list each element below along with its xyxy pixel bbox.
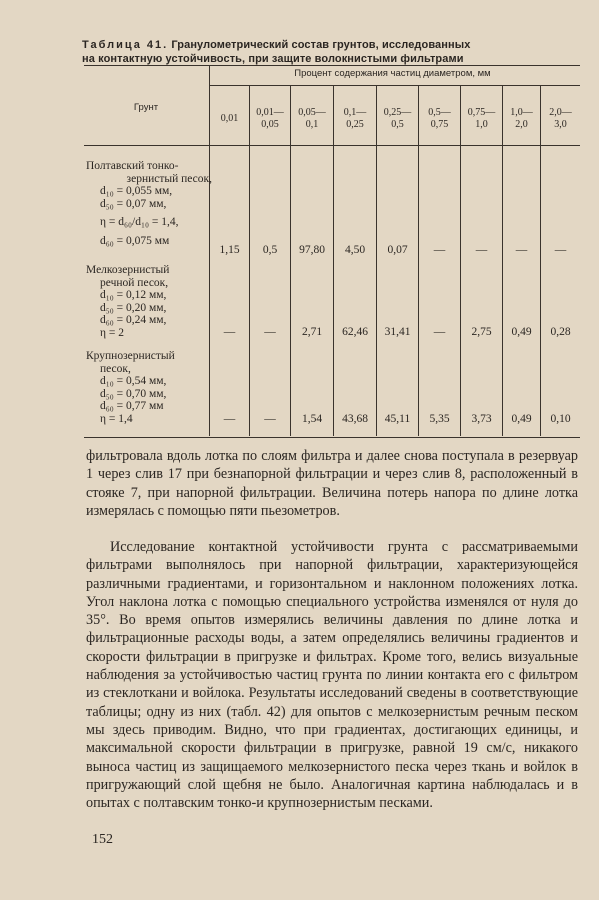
- table-bottom-rule: [84, 437, 580, 438]
- col-divider: [376, 86, 377, 436]
- column-header: 1,0— 2,0: [510, 107, 533, 130]
- table-cell: 1,54: [301, 413, 323, 425]
- col-divider: [460, 86, 461, 436]
- table-cell: 43,68: [342, 413, 368, 425]
- paragraph: Исследование контактной устойчивости грунта с рассматриваемыми фильтрами выполнялось при напорной фильтрации, характеризующейся различными градиентами, и горизонтальном и наклонном положениях лотка. Угол наклона лотка с помощью специального устройства изменялся от нуля до 35°. Во время опытов измерялись величины давления по длине лотка и фильтрационные расходы воды, а затем определялись величины градиентов и скорости фильтрации в пригрузке и фильтрах. Кроме того, велись визуальные наблюдения за устойчивостью частиц грунта по линии контакта его с фильтром из стеклоткани и войлока. Результаты исследований сведены в соответствующие таблицы; одну из них (табл. 42) для опытов с мелкозернистым речным песком мы здесь приводим. Видно, что при градиентах, достигающих единицы, и максимальной скорости фильтрации в пригрузке, равной 19 см/с, никакого выноса частиц из защищаемого мелкозернистого песка через ткань и войлок в пригружающий слой щебня не было. Аналогичная картина наблюдалась и в опытах с полтавским тонко-и крупнозернистым песками.: [86, 539, 578, 812]
- column-header: 2,0— 3,0: [549, 107, 572, 130]
- table-cell: 2,71: [301, 326, 323, 338]
- table-cell: —: [554, 244, 567, 256]
- column-header: 0,01— 0,05: [256, 107, 284, 130]
- table-cell: 31,41: [384, 326, 411, 338]
- soil-desc-line: Мелкозернистый: [86, 264, 170, 276]
- soil-description: [86, 160, 212, 247]
- column-header: 0,05— 0,1: [298, 107, 326, 130]
- table-cell: —: [433, 244, 446, 256]
- soil-desc-line: d₅₀ = 0,07 мм,: [100, 197, 167, 210]
- table-caption: [82, 38, 572, 66]
- table-cell: —: [223, 413, 236, 425]
- table-cell: 3,73: [471, 413, 492, 425]
- table-cell: 2,75: [471, 326, 492, 338]
- table-title-line1: Гранулометрический состав грунтов, исследованных: [171, 39, 471, 51]
- soil-desc-line: песок,: [100, 362, 131, 375]
- col-divider: [418, 86, 419, 436]
- table-cell: 5,35: [429, 413, 450, 425]
- col-divider: [333, 86, 334, 436]
- soil-desc-line: d₆₀ = 0,075 мм: [100, 234, 170, 247]
- table-cell: —: [475, 244, 488, 256]
- paragraph: фильтровала вдоль лотка по слоям фильтра и далее снова поступала в резервуар 1 через слив 17 при безнапорной фильтрации и через слив 8, расположенный в стояке 7, при напорной фильтрации. Величина потерь напора по длине лотка измерялась с помощью пяти пьезометров.: [86, 448, 578, 519]
- soil-desc-line: η = 1,4: [100, 412, 133, 425]
- column-header: 0,5— 0,75: [428, 107, 451, 130]
- soil-desc-line: речной песок,: [100, 276, 169, 289]
- soil-desc-line: η = d₆₀/d₁₀ = 1,4,: [100, 216, 179, 228]
- column-header: 0,01: [220, 113, 239, 124]
- table-cell: 0,28: [550, 326, 571, 338]
- col-divider: [249, 86, 250, 436]
- soil-desc-line: d₁₀ = 0,055 мм,: [100, 185, 173, 197]
- body-text: [86, 538, 578, 812]
- table-cell: 97,80: [299, 244, 325, 256]
- table-cell: —: [515, 244, 528, 256]
- table-cell: 0,49: [511, 413, 532, 425]
- table-cell: —: [264, 326, 276, 338]
- table-cell: —: [264, 413, 276, 425]
- header-divider-horizontal: [210, 85, 580, 86]
- table-number: Таблица 41.: [82, 39, 169, 51]
- column-header: 0,75— 1,0: [467, 107, 496, 130]
- table-cell: 0,49: [511, 326, 532, 338]
- body-text: [86, 447, 578, 520]
- table-cell: 0,10: [550, 413, 571, 425]
- soil-column-header: Грунт: [133, 102, 159, 113]
- soil-desc-line: Крупнозернистый: [86, 350, 175, 362]
- column-group-header: Процент содержания частиц диаметром, мм: [294, 68, 491, 79]
- table-title-line2: на контактную устойчивость, при защите волокнистыми фильтрами: [82, 53, 464, 65]
- soil-desc-line: Полтавский тонко-: [86, 160, 179, 172]
- col-divider: [290, 86, 291, 436]
- column-header: 0,25— 0,5: [383, 107, 412, 130]
- column-header: 0,1— 0,25: [343, 107, 367, 130]
- table-top-rule: [84, 65, 580, 66]
- table-cell: 45,11: [384, 413, 411, 425]
- soil-desc-line: d₁₀ = 0,12 мм,: [100, 289, 167, 301]
- table-cell: 0,5: [262, 244, 278, 256]
- soil-description: [86, 350, 212, 425]
- col-divider: [502, 86, 503, 436]
- table-cell: 4,50: [344, 244, 366, 256]
- soil-desc-line: d₅₀ = 0,70 мм,: [100, 387, 167, 400]
- soil-desc-line: d₁₀ = 0,54 мм,: [100, 375, 167, 387]
- soil-desc-line: d₆₀ = 0,77 мм: [100, 400, 164, 412]
- soil-desc-line: d₅₀ = 0,20 мм,: [100, 301, 167, 314]
- page-number: 152: [92, 832, 113, 847]
- table-cell: 1,15: [219, 244, 240, 256]
- soil-desc-line: η = 2: [100, 326, 124, 339]
- table-cell: —: [433, 326, 446, 338]
- soil-description: [86, 264, 212, 339]
- table-cell: 62,46: [342, 326, 368, 338]
- header-bottom-rule: [84, 145, 580, 146]
- table-cell: 0,07: [387, 244, 408, 256]
- table-cell: —: [223, 326, 236, 338]
- col-divider: [540, 86, 541, 436]
- soil-desc-line: d₆₀ = 0,24 мм,: [100, 314, 167, 326]
- soil-desc-line: зернистый песок,: [126, 172, 212, 185]
